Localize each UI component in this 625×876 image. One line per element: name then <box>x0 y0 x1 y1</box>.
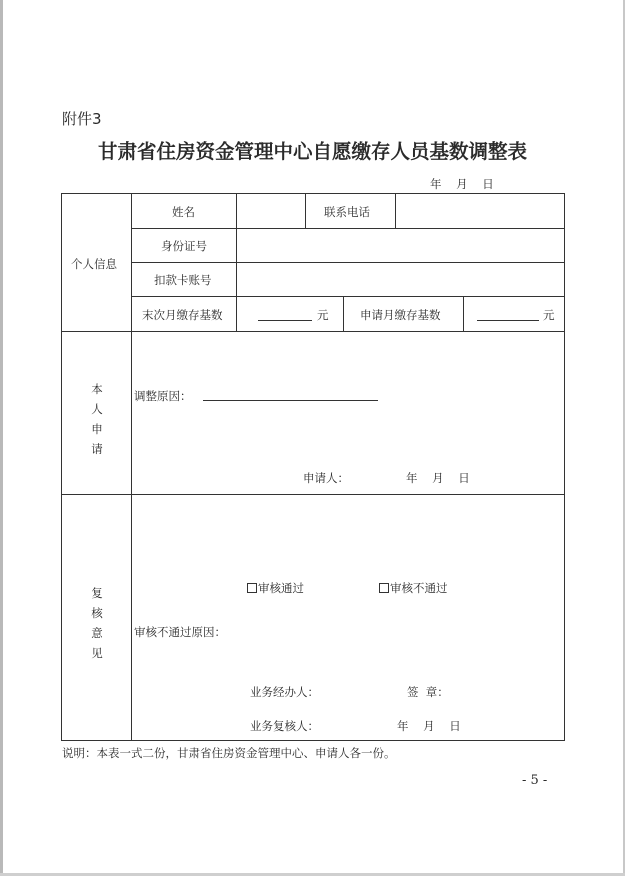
reject-reason-label: 审核不通过原因： <box>134 625 226 639</box>
footer-note: 说明：本表一式二份，甘肃省住房资金管理中心、申请人各一份。 <box>62 746 396 760</box>
id-number-label: 身份证号 <box>161 239 207 253</box>
seal-label: 签 章： <box>407 685 449 699</box>
approve-label: 审核通过 <box>258 581 304 595</box>
document-title: 甘肃省住房资金管理中心自愿缴存人员基数调整表 <box>97 140 527 163</box>
apply-base-blank[interactable] <box>477 320 539 321</box>
header-date-line: 年 月 日 <box>430 177 494 191</box>
handler-label: 业务经办人： <box>250 685 319 699</box>
approve-option[interactable] <box>247 580 304 596</box>
reject-label: 审核不通过 <box>390 581 448 595</box>
column-line <box>463 296 464 331</box>
application-section-label: 本 人 申 请 <box>91 382 103 456</box>
last-base-unit: 元 <box>317 308 329 322</box>
approve-checkbox[interactable] <box>247 583 257 593</box>
apply-base-label: 申请月缴存基数 <box>360 308 441 322</box>
applicant-label: 申请人： <box>303 471 349 485</box>
apply-base-unit: 元 <box>543 308 555 322</box>
last-base-label: 末次月缴存基数 <box>142 308 223 322</box>
phone-label: 联系电话 <box>324 205 370 219</box>
row-line <box>62 331 565 332</box>
name-field[interactable] <box>238 195 304 227</box>
column-line <box>395 194 396 228</box>
adjust-reason-label: 调整原因： <box>134 389 192 403</box>
debit-card-field[interactable] <box>238 263 563 295</box>
reject-option[interactable] <box>379 580 448 596</box>
name-label: 姓名 <box>172 205 195 219</box>
adjustment-form-table <box>61 193 565 741</box>
row-line <box>62 494 565 495</box>
applicant-date-line: 年 月 日 <box>406 471 470 485</box>
row-line <box>132 296 565 297</box>
reviewer-label: 业务复核人： <box>250 719 319 733</box>
column-line <box>343 296 344 331</box>
last-base-blank[interactable] <box>258 320 312 321</box>
personal-info-section-label: 个人信息 <box>71 257 117 271</box>
page-number: - 5 - <box>522 773 548 788</box>
debit-card-label: 扣款卡账号 <box>154 273 212 287</box>
id-number-field[interactable] <box>238 229 563 261</box>
column-line <box>131 194 132 740</box>
review-date-line: 年 月 日 <box>397 719 461 733</box>
reject-checkbox[interactable] <box>379 583 389 593</box>
adjust-reason-blank[interactable] <box>203 400 378 401</box>
review-section-label: 复 核 意 见 <box>91 586 103 660</box>
phone-field[interactable] <box>397 195 563 227</box>
attachment-label: 附件3 <box>62 110 102 128</box>
column-line <box>236 194 237 331</box>
scan-edge-left <box>0 0 3 876</box>
column-line <box>305 194 306 228</box>
